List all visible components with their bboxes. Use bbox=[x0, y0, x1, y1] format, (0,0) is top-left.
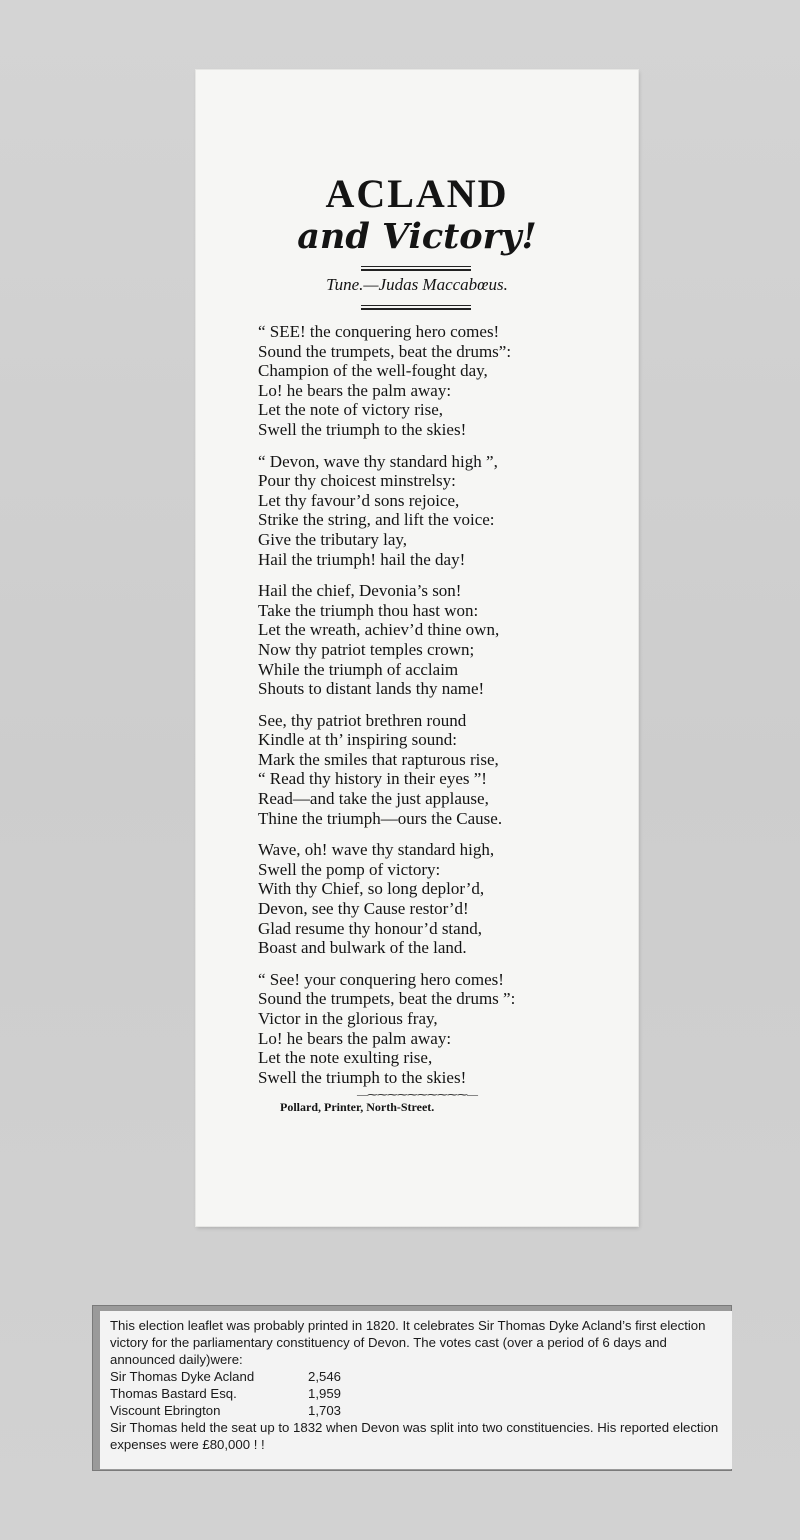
verse-line: Strike the string, and lift the voice: bbox=[258, 510, 495, 530]
verse-line: Devon, see thy Cause restor’d! bbox=[258, 899, 469, 919]
double-rule-bottom-thick bbox=[361, 308, 471, 310]
verse-line: See, thy patriot brethren round bbox=[258, 710, 467, 730]
stanza bbox=[258, 711, 618, 829]
verse-line: Read—and take the just applause, bbox=[258, 789, 489, 809]
vote-count: 2,546 bbox=[308, 1369, 342, 1384]
stanza bbox=[258, 970, 618, 1088]
stanza bbox=[258, 581, 618, 699]
verse-line: “ SEE! the conquering hero comes! bbox=[258, 322, 500, 341]
verse-line: Let thy favour’d sons rejoice, bbox=[258, 490, 460, 510]
verse-line: Boast and bulwark of the land. bbox=[258, 938, 467, 958]
double-rule-top-thin bbox=[361, 266, 471, 267]
verse-line: Victor in the glorious fray, bbox=[258, 1009, 438, 1028]
caption-card bbox=[100, 1311, 732, 1469]
verse-line: Wave, oh! wave thy standard high, bbox=[258, 840, 495, 860]
candidate-name: Viscount Ebrington bbox=[110, 1403, 221, 1418]
stanza bbox=[258, 452, 618, 570]
verse-line: Hail the triumph! hail the day! bbox=[258, 549, 466, 569]
caption-frame bbox=[92, 1305, 732, 1471]
vote-count: 1,959 bbox=[308, 1386, 342, 1401]
verse-line: Mark the smiles that rapturous rise, bbox=[258, 749, 499, 769]
verse-line: Sound the trumpets, beat the drums”: bbox=[258, 341, 512, 361]
verse-line: Now thy patriot temples crown; bbox=[258, 639, 475, 659]
leaflet-subtitle: and Victory! bbox=[297, 216, 537, 257]
song-verses bbox=[258, 322, 618, 1099]
verse-line: Swell the triumph to the skies! bbox=[258, 419, 467, 439]
verse-line: Swell the triumph to the skies! bbox=[258, 1067, 467, 1087]
election-leaflet bbox=[196, 70, 638, 1226]
verse-line: Shouts to distant lands thy name! bbox=[258, 679, 485, 699]
verse-line: Thine the triumph—ours the Cause. bbox=[258, 808, 503, 828]
verse-line: “ Devon, wave thy standard high ”, bbox=[258, 451, 498, 471]
vote-row bbox=[110, 1368, 722, 1385]
leaflet-title: ACLAND bbox=[325, 171, 509, 216]
tune-line: Tune.—Judas Maccabœus. bbox=[326, 275, 508, 294]
vote-count: 1,703 bbox=[308, 1403, 342, 1418]
verse-line: Take the triumph thou hast won: bbox=[258, 600, 479, 620]
double-rule-bottom-thin bbox=[361, 305, 471, 306]
verse-line: “ See! your conquering hero comes! bbox=[258, 969, 504, 989]
verse-line: Pour thy choicest minstrelsy: bbox=[258, 471, 456, 491]
verse-line: Give the tributary lay, bbox=[258, 529, 408, 549]
verse-line: Lo! he bears the palm away: bbox=[258, 380, 452, 400]
printer-imprint: Pollard, Printer, North-Street. bbox=[280, 1100, 435, 1114]
verse-line: Champion of the well-fought day, bbox=[258, 361, 488, 381]
vote-row bbox=[110, 1385, 722, 1402]
verse-line: Lo! he bears the palm away: bbox=[258, 1028, 452, 1048]
candidate-name: Thomas Bastard Esq. bbox=[110, 1386, 237, 1401]
verse-line: Hail the chief, Devonia’s son! bbox=[258, 581, 462, 601]
verse-line: Glad resume thy honour’d stand, bbox=[258, 918, 482, 938]
vote-row bbox=[110, 1402, 722, 1419]
verse-line: While the triumph of acclaim bbox=[258, 659, 459, 679]
verse-line: Sound the trumpets, beat the drums ”: bbox=[258, 989, 516, 1009]
candidate-name: Sir Thomas Dyke Acland bbox=[110, 1369, 255, 1384]
verse-line: Let the wreath, achiev’d thine own, bbox=[258, 620, 500, 640]
caption-outro: Sir Thomas held the seat up to 1832 when Devon was split into two constituencies. His reported election expenses were £80,000 ! ! bbox=[110, 1420, 719, 1452]
verse-line: Swell the pomp of victory: bbox=[258, 859, 441, 879]
stanza bbox=[258, 322, 618, 440]
stanza bbox=[258, 840, 618, 958]
verse-line: Let the note of victory rise, bbox=[258, 400, 444, 420]
ornament-rule: —⁓⁓⁓⁓⁓⁓⁓⁓⁓⁓— bbox=[357, 1089, 477, 1101]
double-rule-top-thick bbox=[361, 269, 471, 271]
caption-intro: This election leaflet was probably printed in 1820. It celebrates Sir Thomas Dyke Acland’s first election victory for the parliamentary constituency of Devon. The votes cast (over a period of 6 days and announced daily)were: bbox=[110, 1318, 706, 1367]
verse-line: “ Read thy history in their eyes ”! bbox=[258, 769, 487, 789]
verse-line: Let the note exulting rise, bbox=[258, 1048, 433, 1068]
verse-line: Kindle at th’ inspiring sound: bbox=[258, 730, 457, 750]
verse-line: With thy Chief, so long deplor’d, bbox=[258, 879, 485, 899]
